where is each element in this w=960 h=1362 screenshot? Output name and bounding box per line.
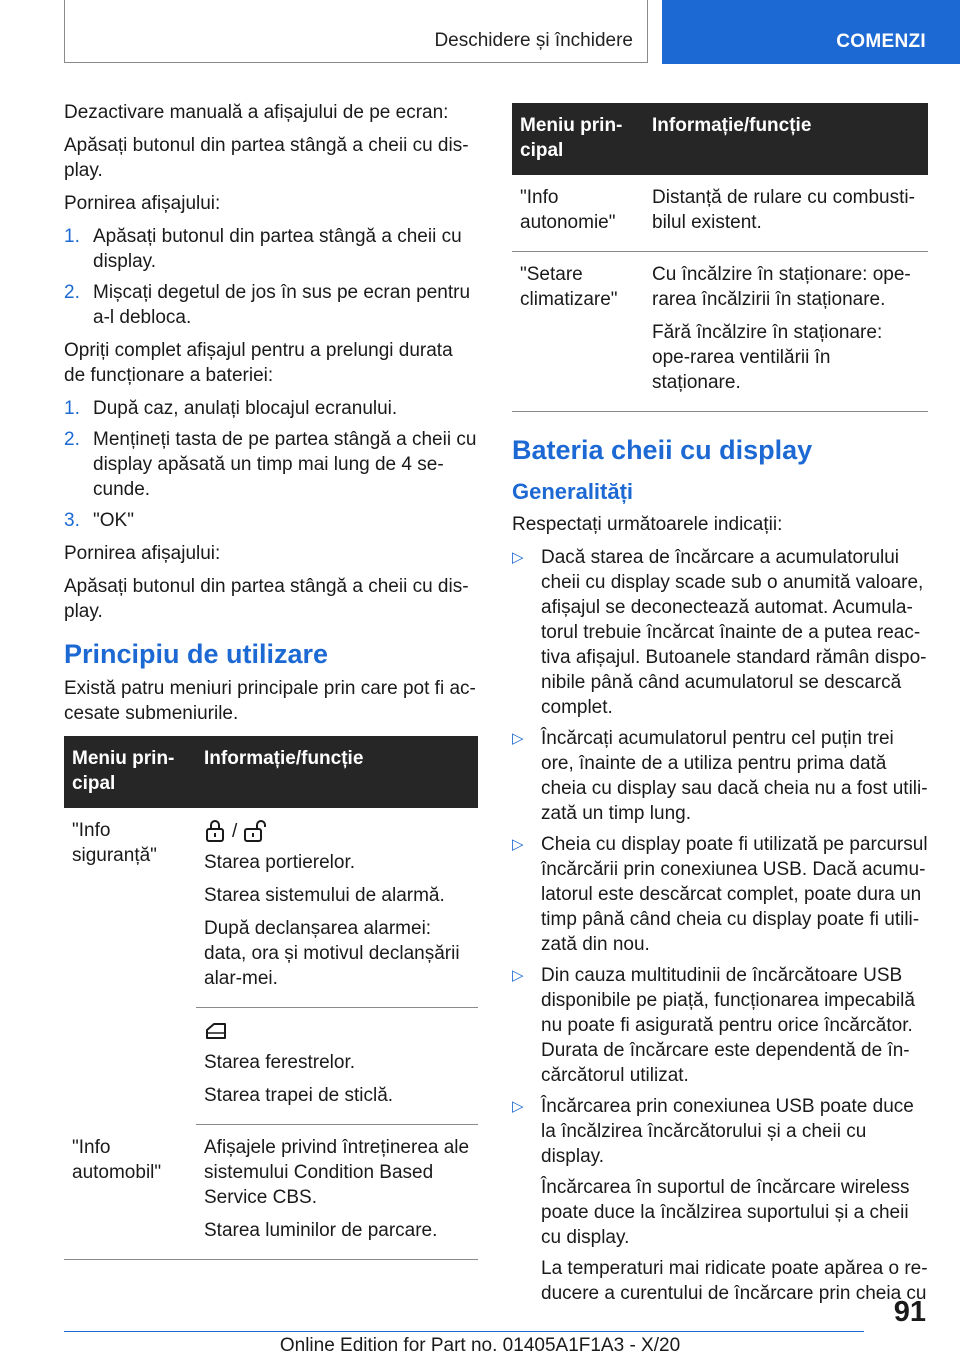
table-cell-menu bbox=[512, 175, 644, 252]
paragraph: Pornirea afișajului: bbox=[64, 193, 221, 214]
triangle-bullet-icon: ▷ bbox=[512, 836, 524, 853]
list-text: Cheia cu display poate fi utilizată pe parcursul încărcării prin conexiunea USB. Dacă acumu-latorul este descărcat complet, poate dura un timp până când cheia cu display poate fi utili-zată din nou. bbox=[541, 834, 928, 955]
menu-table-continued bbox=[512, 103, 928, 412]
table-header-cell: Meniu prin-cipal bbox=[512, 103, 644, 175]
table-cell-info bbox=[196, 1008, 478, 1125]
list-number: 2. bbox=[64, 282, 80, 303]
section-heading: Bateria cheii cu display bbox=[512, 435, 813, 465]
info-text: Starea sistemului de alarmă. bbox=[204, 885, 445, 906]
lock-icons bbox=[204, 818, 470, 844]
info-text: După declanșarea alarmei: data, ora și motivul declanșării alar-mei. bbox=[204, 918, 460, 989]
list-item bbox=[64, 224, 478, 274]
list-text: Din cauza multitudinii de încărcătoare USB disponibile pe piață, funcționarea impecabilă nu poate fi asigurată pentru orice încărcător. Durata de încărcare este dependentă de în-cărcătorul utilizat. bbox=[541, 965, 915, 1086]
chapter-tab bbox=[662, 0, 960, 64]
list-text: Dacă starea de încărcare a acumulatorului cheii cu display scade sub o anumită valoare, afișajul se deconectează automat. Acumula-torul trebuie încărcat înainte de a putea reac-tiva afișajul. Butoanele standard rămân dispo-nibile până când acumulatorul se descarcă complet. bbox=[541, 547, 927, 718]
list-text: La temperaturi mai ridicate poate apărea o re-ducere a curentului de încărcare prin cheia cu bbox=[541, 1258, 928, 1304]
list-item bbox=[64, 396, 478, 421]
table-row bbox=[64, 1125, 478, 1260]
list-text: Încărcarea prin conexiunea USB poate duce la încălzirea încărcătorului și a cheii cu display. bbox=[541, 1096, 914, 1167]
list-text: Încărcarea în suportul de încărcare wireless poate duce la încălzirea suportului și a cheii cu display. bbox=[541, 1177, 910, 1248]
section-tab bbox=[64, 0, 648, 63]
table-header-cell: Informație/funcție bbox=[196, 736, 478, 808]
list-item bbox=[64, 508, 478, 533]
bullet-list bbox=[512, 545, 928, 1306]
menu-table bbox=[64, 736, 478, 1260]
list-text: Apăsați butonul din partea stângă a cheii cu display. bbox=[93, 226, 462, 272]
icon-separator: / bbox=[232, 820, 238, 842]
info-text: Starea trapei de sticlă. bbox=[204, 1085, 394, 1106]
list-item bbox=[64, 280, 478, 330]
paragraph: Respectați următoarele indicații: bbox=[512, 514, 783, 535]
info-text: Starea ferestrelor. bbox=[204, 1052, 356, 1073]
triangle-bullet-icon: ▷ bbox=[512, 730, 524, 747]
info-text: Starea portierelor. bbox=[204, 852, 356, 873]
list-text: Încărcați acumulatorul pentru cel puțin trei ore, înainte de a utiliza pentru prima dată cheia cu display sau dacă cheia nu a fost utili-zată un timp lung. bbox=[541, 728, 928, 824]
table-cell-menu bbox=[512, 252, 644, 412]
left-column bbox=[64, 100, 478, 1260]
table-header-row bbox=[512, 103, 928, 175]
list-item bbox=[512, 545, 928, 720]
info-text: Distanță de rulare cu combusti-bilul existent. bbox=[652, 187, 915, 233]
list-number: 3. bbox=[64, 510, 80, 531]
paragraph: Dezactivare manuală a afișajului de pe ecran: bbox=[64, 102, 449, 123]
unlocked-icon bbox=[243, 819, 271, 843]
menu-name: "Info automobil" bbox=[72, 1136, 162, 1183]
info-text: Starea luminilor de parcare. bbox=[204, 1220, 438, 1241]
list-text: După caz, anulați blocajul ecranului. bbox=[93, 398, 398, 419]
footer-divider bbox=[64, 1331, 864, 1332]
table-cell-info bbox=[196, 808, 478, 1008]
table-cell-info bbox=[644, 175, 928, 252]
paragraph: Pornirea afișajului: bbox=[64, 543, 221, 564]
list-number: 1. bbox=[64, 398, 80, 419]
info-text: Cu încălzire în staționare: ope-rarea încălzirii în staționare. bbox=[652, 264, 911, 310]
locked-icon bbox=[204, 819, 226, 843]
info-text: Afișajele privind întreținerea ale sistemului Condition Based Service CBS. bbox=[204, 1137, 470, 1208]
page-number: 91 bbox=[893, 1296, 926, 1328]
triangle-bullet-icon: ▷ bbox=[512, 549, 524, 566]
triangle-bullet-icon: ▷ bbox=[512, 967, 524, 984]
table-header-cell: Meniu prin-cipal bbox=[64, 736, 196, 808]
table-cell-menu bbox=[64, 808, 196, 1125]
info-text: Fără încălzire în staționare: ope-rarea ventilării în staționare. bbox=[652, 322, 883, 393]
numbered-list bbox=[64, 396, 478, 533]
window-icon bbox=[204, 1021, 228, 1041]
menu-name: "Info siguranță" bbox=[72, 820, 157, 866]
table-cell-menu bbox=[64, 1125, 196, 1260]
list-text: Mișcați degetul de jos în sus pe ecran pentru a-l debloca. bbox=[93, 282, 471, 328]
table-cell-info bbox=[644, 252, 928, 412]
table-row bbox=[64, 808, 478, 1008]
list-number: 1. bbox=[64, 226, 80, 247]
table-cell-info bbox=[196, 1125, 478, 1260]
list-item bbox=[64, 427, 478, 502]
list-number: 2. bbox=[64, 429, 80, 450]
paragraph: Există patru meniuri principale prin care pot fi ac-cesate submeniurile. bbox=[64, 678, 476, 724]
window-icon-wrap bbox=[204, 1018, 470, 1044]
paragraph: Apăsați butonul din partea stângă a cheii cu dis-play. bbox=[64, 135, 469, 181]
paragraph: Opriți complet afișajul pentru a prelungi durata de funcționare a bateriei: bbox=[64, 340, 453, 386]
table-row bbox=[512, 175, 928, 252]
list-item bbox=[512, 963, 928, 1088]
list-text: "OK" bbox=[93, 510, 134, 531]
list-text: Mențineți tasta de pe partea stângă a cheii cu display apăsată un timp mai lung de 4 se-cunde. bbox=[93, 429, 477, 500]
right-column bbox=[512, 103, 928, 1312]
section-heading: Principiu de utilizare bbox=[64, 639, 329, 669]
menu-name: "Setare climatizare" bbox=[520, 264, 618, 310]
menu-name: "Info autonomie" bbox=[520, 187, 616, 233]
numbered-list bbox=[64, 224, 478, 330]
paragraph: Apăsați butonul din partea stângă a cheii cu dis-play. bbox=[64, 576, 469, 622]
table-header-row bbox=[64, 736, 478, 808]
list-item bbox=[512, 832, 928, 957]
subsection-heading: Generalități bbox=[512, 479, 634, 504]
chapter-title: COMENZI bbox=[836, 31, 926, 52]
footer-edition: Online Edition for Part no. 01405A1F1A3 - X/20 bbox=[279, 1335, 681, 1356]
section-title: Deschidere și închidere bbox=[434, 30, 633, 51]
page-header bbox=[0, 0, 960, 66]
list-item bbox=[512, 726, 928, 826]
list-item bbox=[512, 1094, 928, 1306]
triangle-bullet-icon: ▷ bbox=[512, 1098, 524, 1115]
table-row bbox=[512, 252, 928, 412]
table-header-cell: Informație/funcție bbox=[644, 103, 928, 175]
